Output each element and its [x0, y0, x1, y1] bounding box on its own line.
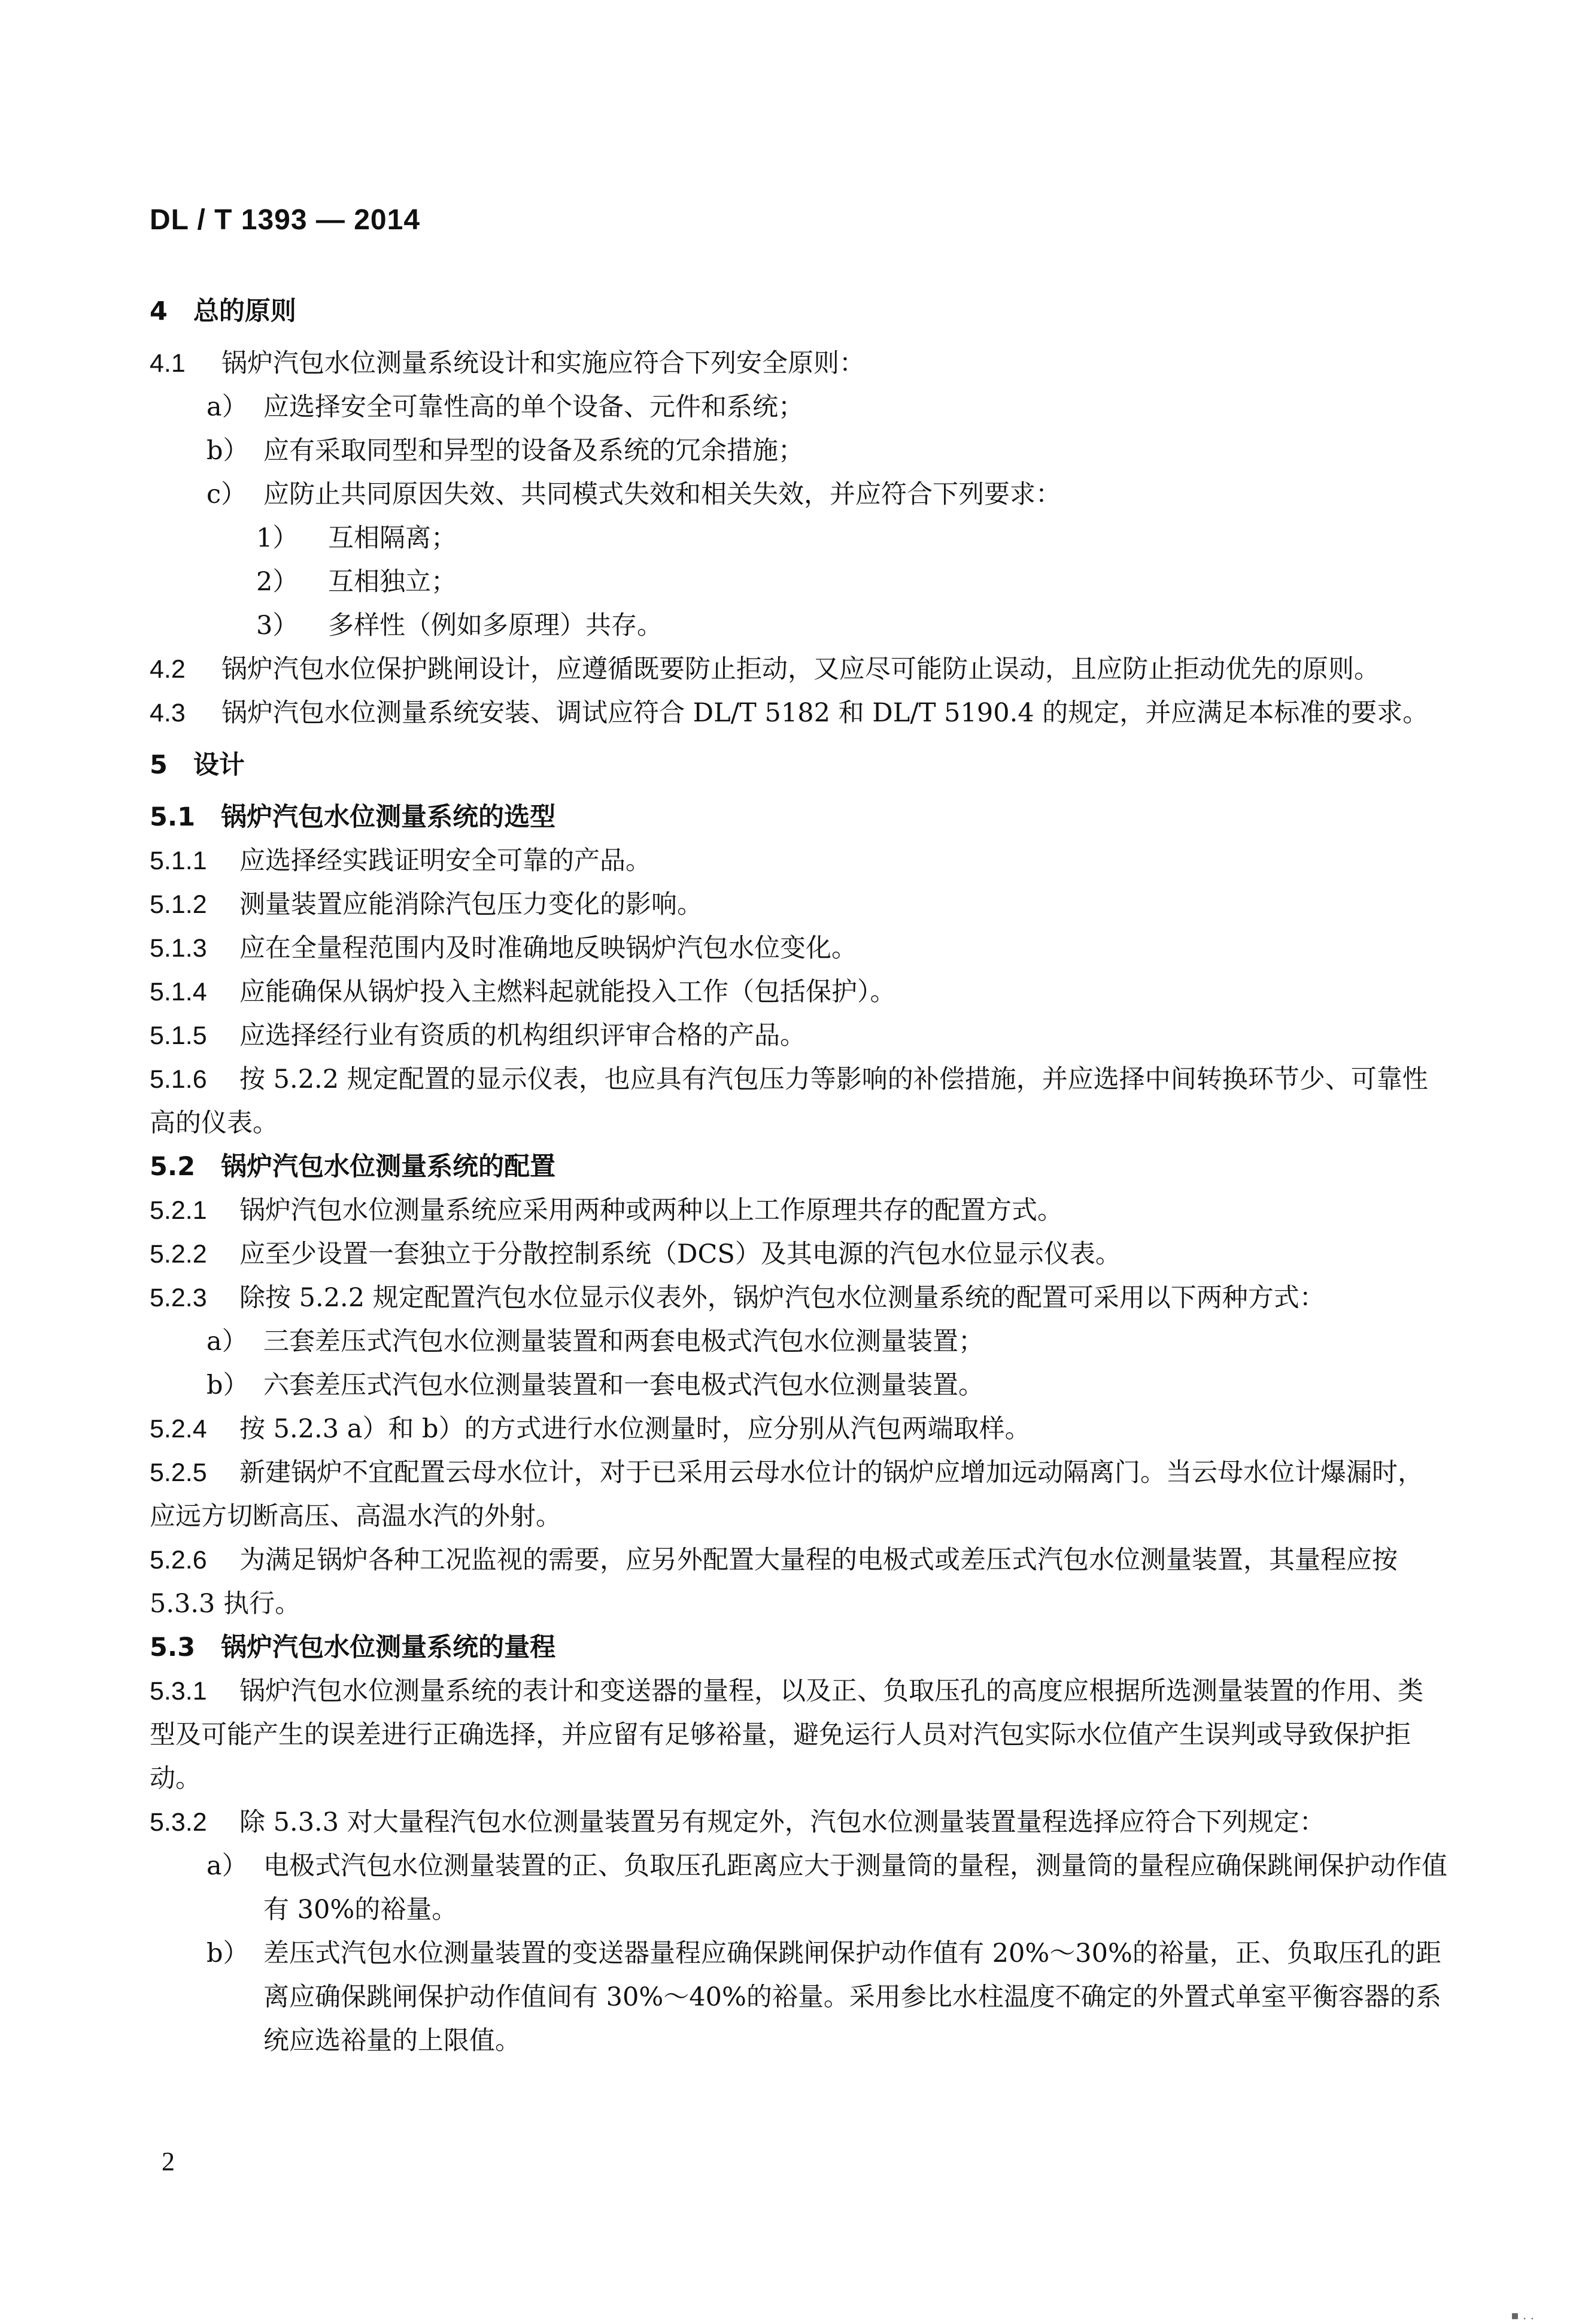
clause-5-1-5: [150, 1014, 1449, 1058]
list-marker: b）: [207, 1938, 249, 1968]
clause-text: 除按 5.2.2 规定配置汽包水位显示仪表外，锅炉汽包水位测量系统的配置可采用以下两种方式：: [239, 1283, 1325, 1313]
clause-text: 锅炉汽包水位保护跳闸设计，应遵循既要防止拒动，又应尽可能防止误动，且应防止拒动优先的原则。: [221, 654, 1380, 684]
clause-number: 5.1.3: [150, 934, 207, 963]
clause-number: 5.1.5: [150, 1021, 207, 1050]
list-item-5-3-2-b: [150, 1932, 1449, 2063]
clause-text: 锅炉汽包水位测量系统的表计和变送器的量程，以及正、负取压孔的高度应根据所选测量装置的作用、类型及可能产生的误差进行正确选择，并应留有足够裕量，避免运行人员对汽包实际水位值产生误判或导致保护拒动。: [150, 1676, 1423, 1794]
list-text: 三套差压式汽包水位测量装置和两套电极式汽包水位测量装置；: [263, 1327, 984, 1357]
section-4-title: 4 总的原则: [150, 296, 296, 326]
clause-5-2-6: [150, 1539, 1449, 1626]
clause-text: 测量装置应能消除汽包压力变化的影响。: [239, 890, 703, 920]
clause-5-2-2: [150, 1233, 1449, 1276]
clause-text: 按 5.2.3 a）和 b）的方式进行水位测量时，应分别从汽包两端取样。: [239, 1414, 1031, 1444]
list-marker: b）: [207, 1370, 249, 1400]
list-item-5-2-3-b: [150, 1364, 1449, 1407]
clause-number: 5.2.2: [150, 1240, 207, 1269]
clause-5-2-1: [150, 1189, 1449, 1233]
list-text: 六套差压式汽包水位测量装置和一套电极式汽包水位测量装置。: [263, 1370, 984, 1400]
list-text: 互相独立；: [328, 567, 457, 597]
list-marker: a）: [207, 1327, 248, 1357]
clause-number: 4.2: [150, 655, 186, 684]
clause-number: 5.1.1: [150, 847, 207, 875]
list-text: 应防止共同原因失效、共同模式失效和相关失效，并应符合下列要求：: [263, 480, 1061, 509]
list-item-4-1-a: [150, 386, 1449, 429]
list-text: 互相隔离；: [328, 523, 457, 553]
clause-text: 新建锅炉不宜配置云母水位计，对于已采用云母水位计的锅炉应增加远动隔离门。当云母水位计爆漏时，应远方切断高压、高温水汽的外射。: [150, 1458, 1423, 1531]
list-text: 电极式汽包水位测量装置的正、负取压孔距离应大于测量筒的量程，测量筒的量程应确保跳闸保护动作值有 30%的裕量。: [263, 1851, 1447, 1925]
list-text: 应选择安全可靠性高的单个设备、元件和系统；: [263, 392, 804, 422]
clause-number: 4.1: [150, 349, 186, 378]
clause-text: 应能确保从锅炉投入主燃料起就能投入工作（包括保护）。: [239, 977, 896, 1007]
list-marker: 1）: [256, 523, 299, 553]
clause-number: 5.2.6: [150, 1546, 207, 1574]
clause-5-1-1: [150, 839, 1449, 883]
clause-number: 5.1.2: [150, 890, 207, 919]
page-number: 2: [162, 2147, 175, 2176]
list-item-5-3-2-a: [150, 1844, 1449, 1932]
clause-text: 按 5.2.2 规定配置的显示仪表，也应具有汽包压力等影响的补偿措施，并应选择中间转换环节少、可靠性高的仪表。: [150, 1064, 1428, 1138]
clause-number: 5.2.5: [150, 1458, 207, 1487]
clause-4-2: [150, 648, 1449, 691]
list-text: 多样性（例如多原理）共存。: [328, 611, 663, 641]
list-text: 应有采取同型和异型的设备及系统的冗余措施；: [263, 436, 804, 466]
scan-artifact-dots: ▪ . .: [1511, 2308, 1534, 2322]
clause-5-2-5: [150, 1451, 1449, 1539]
sublist-item-3: [150, 604, 1449, 648]
clause-5-1-4: [150, 970, 1449, 1014]
clause-number: 5.2.3: [150, 1284, 207, 1312]
sublist-item-1: [150, 517, 1449, 560]
subsection-5-1-title: 5.1 锅炉汽包水位测量系统的选型: [150, 802, 556, 832]
list-item-4-1-c: [150, 473, 1449, 517]
clause-number: 5.3.2: [150, 1808, 207, 1837]
clause-5-3-1: [150, 1670, 1449, 1801]
clause-text: 锅炉汽包水位测量系统应采用两种或两种以上工作原理共存的配置方式。: [239, 1196, 1063, 1225]
clause-5-2-4: [150, 1407, 1449, 1451]
clause-number: 5.3.1: [150, 1677, 207, 1706]
list-marker: a）: [207, 1851, 248, 1881]
subsection-5-2-title: 5.2 锅炉汽包水位测量系统的配置: [150, 1152, 556, 1182]
clause-text: 应选择经实践证明安全可靠的产品。: [239, 846, 651, 876]
list-item-4-1-b: [150, 429, 1449, 473]
clause-5-1-2: [150, 883, 1449, 927]
sublist-item-2: [150, 560, 1449, 604]
list-marker: 3）: [256, 611, 299, 641]
clause-text: 锅炉汽包水位测量系统设计和实施应符合下列安全原则：: [221, 348, 865, 378]
section-5-title: 5 设计: [150, 750, 245, 780]
standard-code-header: DL / T 1393 — 2014: [150, 204, 421, 236]
clause-5-3-2: [150, 1801, 1449, 1844]
clause-text: 为满足锅炉各种工况监视的需要，应另外配置大量程的电极式或差压式汽包水位测量装置，其量程应按 5.3.3 执行。: [150, 1545, 1398, 1619]
list-marker: b）: [207, 436, 249, 466]
clause-text: 应选择经行业有资质的机构组织评审合格的产品。: [239, 1021, 806, 1051]
clause-text: 应在全量程范围内及时准确地反映锅炉汽包水位变化。: [239, 933, 857, 963]
clause-5-1-3: [150, 927, 1449, 970]
list-marker: a）: [207, 392, 248, 422]
list-text: 差压式汽包水位测量装置的变送器量程应确保跳闸保护动作值有 20%～30%的裕量，正、负取压孔的距离应确保跳闸保护动作值间有 30%～40%的裕量。采用参比水柱温度不确定的外置式单室平衡容器的系统应选裕量的上限值。: [263, 1938, 1441, 2056]
clause-4-3: [150, 691, 1449, 735]
clause-text: 应至少设置一套独立于分散控制系统（DCS）及其电源的汽包水位显示仪表。: [239, 1239, 1121, 1269]
clause-text: 除 5.3.3 对大量程汽包水位测量装置另有规定外，汽包水位测量装置量程选择应符合下列规定：: [239, 1807, 1325, 1837]
list-marker: 2）: [256, 567, 299, 597]
list-item-5-2-3-a: [150, 1320, 1449, 1364]
list-marker: c）: [207, 480, 247, 509]
subsection-5-3-title: 5.3 锅炉汽包水位测量系统的量程: [150, 1633, 556, 1662]
clause-5-1-6: [150, 1058, 1449, 1145]
clause-number: 4.3: [150, 699, 186, 727]
clause-4-1: [150, 342, 1449, 386]
document-body: [150, 281, 1449, 2063]
clause-number: 5.1.4: [150, 978, 207, 1006]
clause-text: 锅炉汽包水位测量系统安装、调试应符合 DL/T 5182 和 DL/T 5190.4 的规定，并应满足本标准的要求。: [221, 698, 1429, 728]
clause-number: 5.2.1: [150, 1196, 207, 1225]
clause-5-2-3: [150, 1276, 1449, 1320]
clause-number: 5.1.6: [150, 1065, 207, 1094]
clause-number: 5.2.4: [150, 1415, 207, 1443]
